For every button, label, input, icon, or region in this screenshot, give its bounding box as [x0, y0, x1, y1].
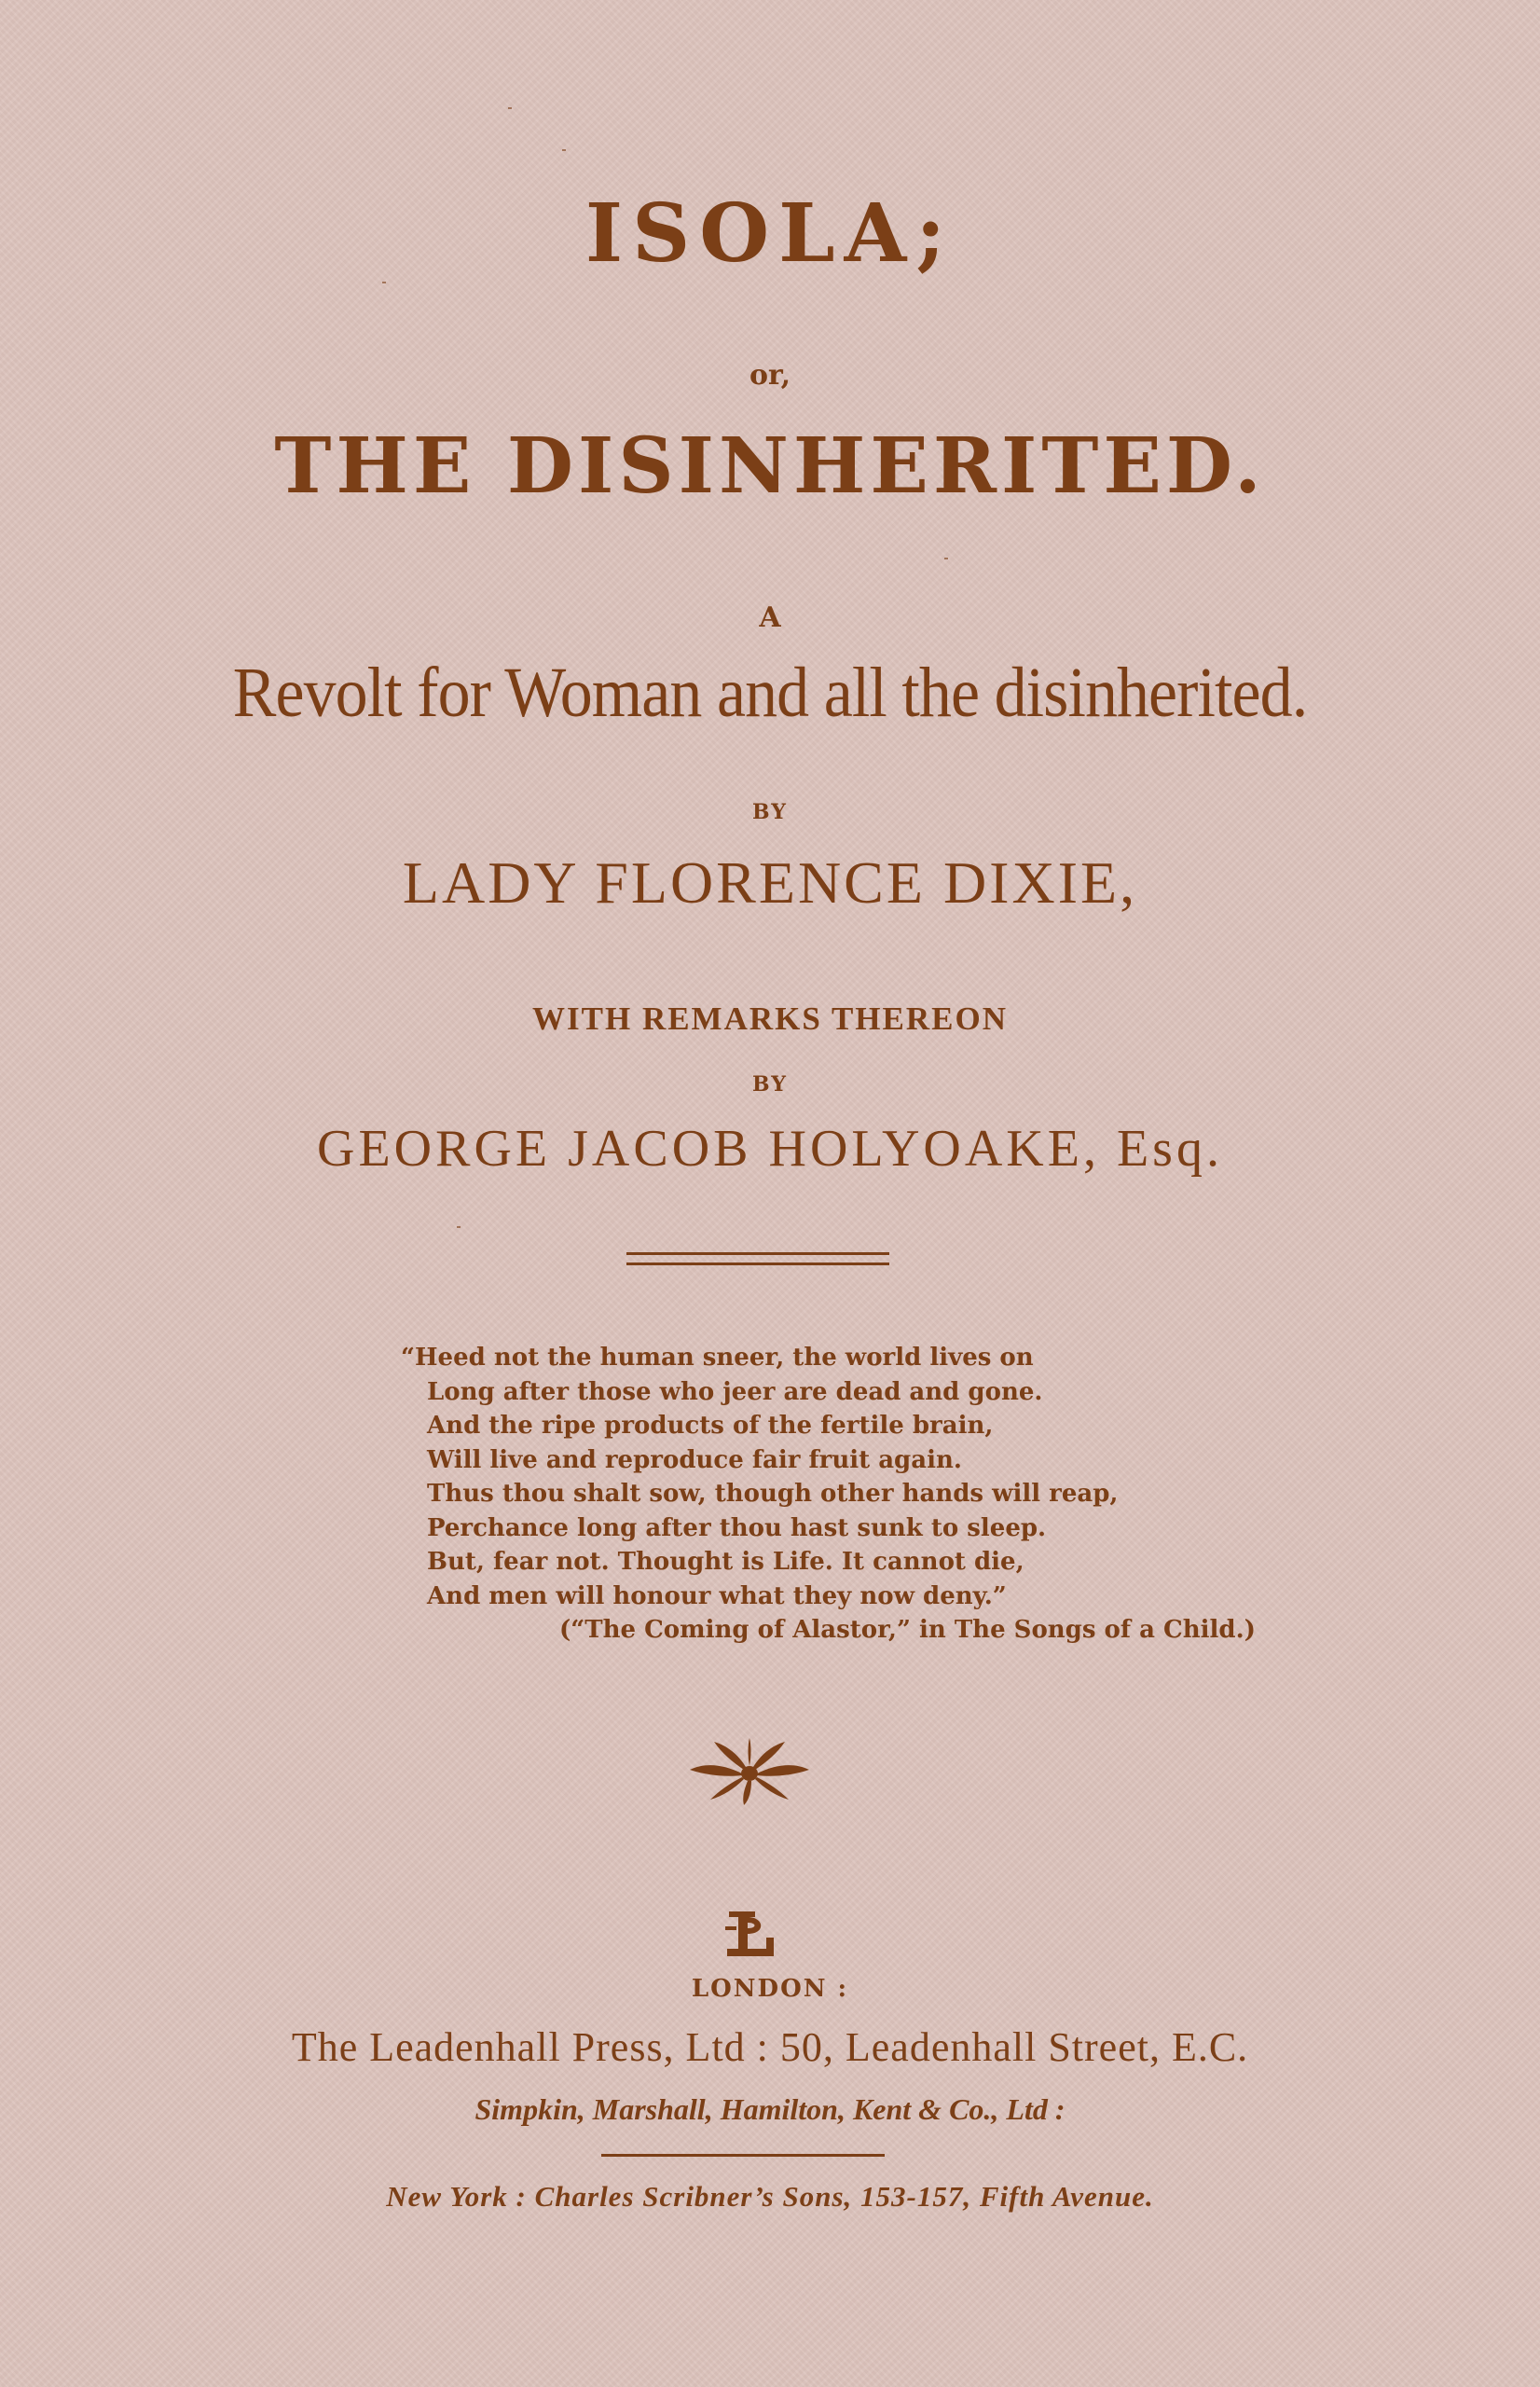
poem-line: Thus thou shalt sow, though other hands will reap, — [427, 1480, 1119, 1508]
title-connector: or, — [749, 359, 791, 392]
new-york-line: New York : Charles Scribner’s Sons, 153-157, Fifth Avenue. — [386, 2180, 1154, 2213]
publisher-line: The Leadenhall Press, Ltd : 50, Leadenhall Street, E.C. — [291, 2024, 1249, 2070]
publisher-monogram-icon — [723, 1908, 777, 1960]
ink-speck — [382, 282, 386, 283]
author-name: LADY FLORENCE DIXIE, — [402, 849, 1138, 916]
book-title: ISOLA; — [584, 186, 956, 281]
ink-speck — [508, 107, 512, 109]
distributors-line: Simpkin, Marshall, Hamilton, Kent & Co., Ltd : — [474, 2092, 1066, 2126]
poem-line: Will live and reproduce fair fruit again. — [427, 1445, 962, 1474]
ink-speck — [944, 558, 948, 559]
book-tagline: Revolt for Woman and all the disinherited. — [232, 654, 1308, 732]
editor-name: GEORGE JACOB HOLYOAKE, Esq. — [317, 1120, 1223, 1178]
single-rule-divider — [601, 2154, 885, 2157]
poem-line: “Heed not the human sneer, the world lives on — [401, 1344, 1034, 1372]
epigraph-poem — [401, 1341, 1296, 1648]
remarks-line: WITH REMARKS THEREON — [532, 1000, 1008, 1037]
double-rule-divider — [626, 1252, 889, 1265]
imprint-city: LONDON : — [691, 1975, 849, 2003]
poem-line: And the ripe products of the fertile brain, — [427, 1412, 994, 1440]
by-label: BY — [752, 800, 788, 824]
poem-line: And men will honour what they now deny.” — [427, 1581, 1007, 1610]
book-subtitle: THE DISINHERITED. — [274, 421, 1266, 511]
tagline-article: A — [759, 601, 781, 634]
floral-ornament-icon — [686, 1736, 813, 1807]
poem-line: But, fear not. Thought is Life. It cannot die, — [427, 1548, 1024, 1576]
poem-attribution: (“The Coming of Alastor,” in The Songs of a Child.) — [559, 1616, 1256, 1644]
by-label-2: BY — [752, 1072, 788, 1097]
ink-speck — [457, 1226, 461, 1228]
poem-line: Long after those who jeer are dead and gone. — [427, 1377, 1043, 1406]
ink-speck — [562, 149, 566, 151]
poem-line: Perchance long after thou hast sunk to sleep. — [427, 1513, 1047, 1542]
